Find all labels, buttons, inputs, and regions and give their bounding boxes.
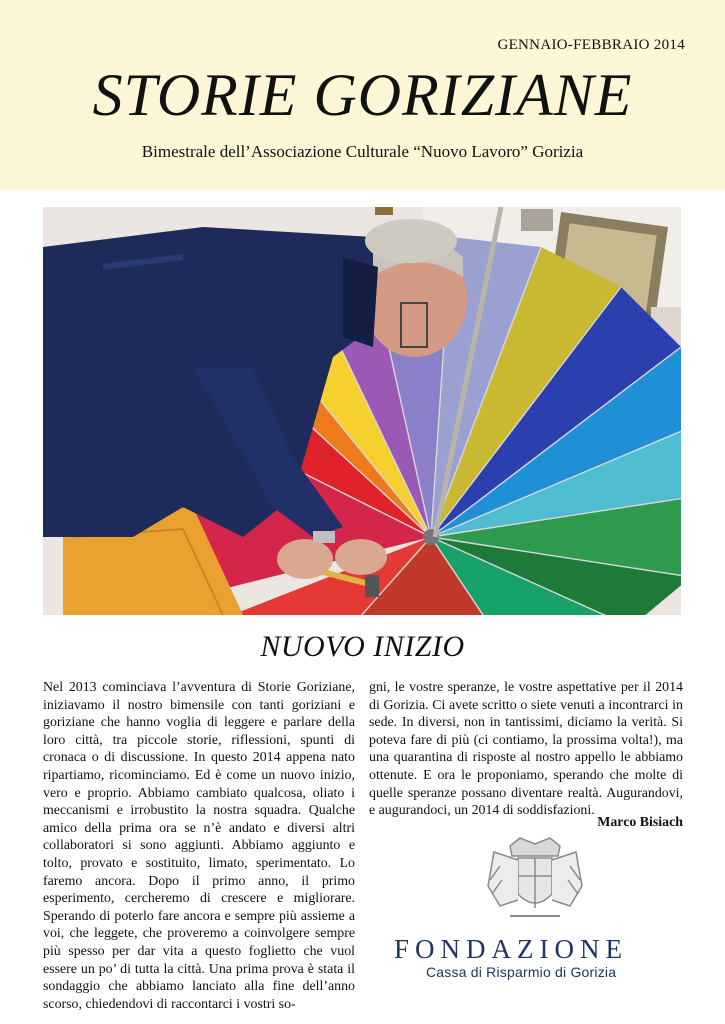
article-column-2: gni, le vostre speranze, le vostre aspettative per il 2014 di Gorizia. Ci avete scritto o siete venuti a incontrarci in sede. In diversi, non in tantissimi, diciamo la verità. Si poteva fare di più (ci contiamo, la prossima volta!), ma una quarantina di risposte al nostro appello le abbiamo ottenute. E ora le proponiamo, sperando che molte di quelle speranze possano diventare realtà. Augurandovi, e augurandoci, un 2014 di soddisfazioni. xyxy=(369,680,683,819)
article-column-1: Nel 2013 cominciava l’avventura di Storie Goriziane, iniziavamo il nostro bimensile con tanti goriziani e goriziane che hanno voglia di leggere e parlare della loro città, tra piccole storie, riflessioni, spunti di cronaca o di discussione. In questo 2014 appena nato ripartiamo, ricominciamo. Ed è come un nuovo inizio, vero e proprio. Abbiamo cambiato qualcosa, oliato i meccanismi e irrobustito la nostra squadra. Qualche amico della prima ora se n’è andato e diversi altri collaboratori si sono aggiunti. Abbiamo aggiunto e tolto, provato e sostituito, limato, sperimentato. Lo faremo ancora. Dopo il primo anno, il primo esperimento, cercheremo di crescere e migliorare. Sperando di poterlo fare ancora e sempre più assieme a voi, che leggete, che proveremo a coinvolgere sempre più spesso per dar vita a questo foglietto che vuol essere un po’ di tutta la città. Una prima prova è stata il sondaggio che abbiamo lanciato alla fine dell’anno scorso, chiedendovi di raccontarci i vostri so- xyxy=(43,680,355,1012)
masthead xyxy=(0,0,725,190)
issue-date: GENNAIO-FEBBRAIO 2014 xyxy=(497,37,685,53)
coat-of-arms-icon xyxy=(480,836,590,932)
newspaper-title: STORIE GORIZIANE xyxy=(92,62,633,128)
sponsor-logo xyxy=(388,830,688,990)
sponsor-subtitle: Cassa di Risparmio di Gorizia xyxy=(426,964,617,980)
newspaper-subtitle: Bimestrale dell’Associazione Culturale “Nuovo Lavoro” Gorizia xyxy=(141,142,584,161)
article-author: Marco Bisiach xyxy=(597,815,683,830)
umbrella-repair-photo-icon xyxy=(43,207,681,615)
sponsor-name: FONDAZIONE xyxy=(394,934,628,964)
cover-photo xyxy=(43,207,681,615)
article-headline: NUOVO INIZIO xyxy=(260,630,465,663)
